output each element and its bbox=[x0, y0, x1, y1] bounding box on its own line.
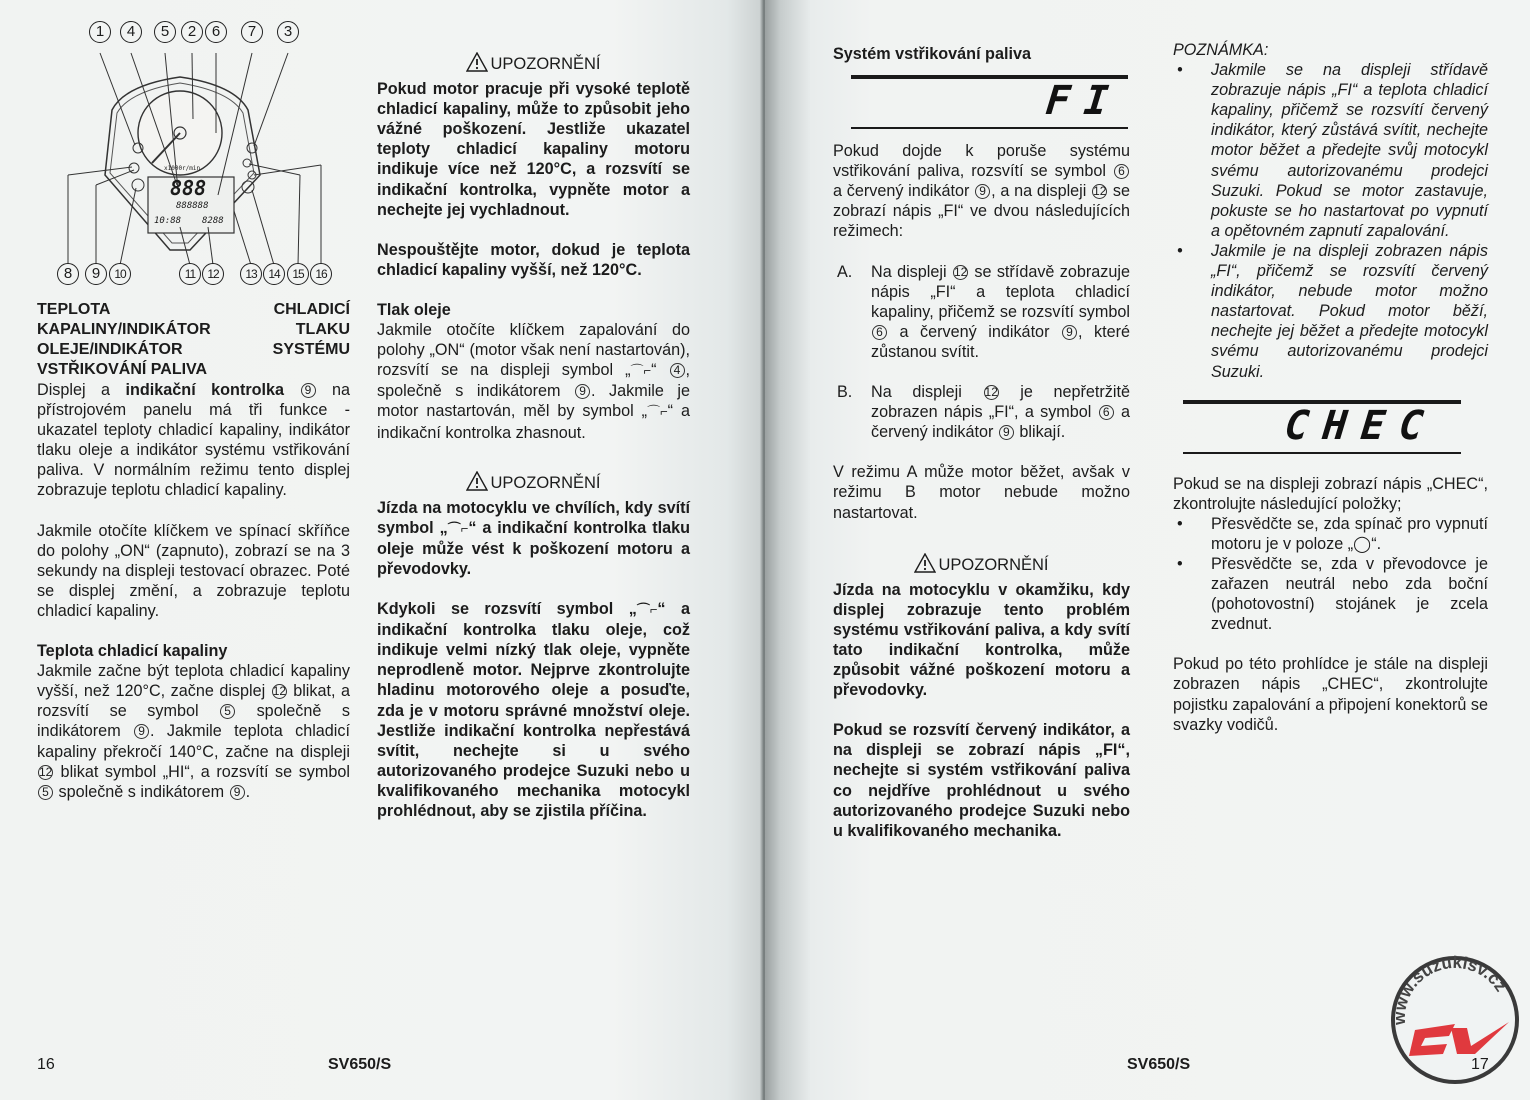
callout-15: 15 bbox=[287, 263, 309, 285]
warning-label: UPOZORNĚNÍ bbox=[490, 55, 601, 73]
warning2-paragraph-2 bbox=[377, 599, 690, 821]
ref-marker: 4 bbox=[670, 363, 685, 378]
text: , společně s indikátorem bbox=[377, 361, 690, 401]
callout-10: 10 bbox=[109, 263, 131, 285]
section-title: TEPLOTA CHLADICÍ KAPALINY/INDIKÁTOR TLAKU OLEJE/INDIKÁTOR SYSTÉMU VSTŘIKOVÁNÍ PALIVA bbox=[37, 301, 350, 378]
ref-marker: 12 bbox=[272, 684, 287, 699]
oil-heading: Tlak oleje bbox=[377, 300, 451, 319]
text: se střídavě zobrazuje nápis „FI“ a teplota chladicí kapaliny, přičemž se rozsvítí symbol bbox=[871, 262, 1130, 321]
fi-heading: Systém vstřikování paliva bbox=[833, 45, 1031, 63]
mode-summary: V režimu A může motor běžet, avšak v režimu B motor nebude možno nastartovat. bbox=[833, 463, 1130, 522]
oil-can-icon: ⌒⌐ bbox=[636, 602, 658, 618]
callout-11: 11 bbox=[179, 263, 201, 285]
ref-marker: 9 bbox=[575, 384, 590, 399]
page-number-right: 17 bbox=[1471, 1056, 1489, 1073]
text: společně s indikátorem bbox=[54, 782, 229, 801]
ref-marker: 5 bbox=[220, 704, 235, 719]
text: “ bbox=[651, 361, 669, 380]
lcd-temperature: 8288 bbox=[202, 216, 224, 226]
chec-text: Přesvědčte se, zda spínač pro vypnutí motoru je v poloze „◯“. bbox=[1211, 514, 1488, 553]
gauge-illustration bbox=[30, 15, 340, 290]
warning-label: UPOZORNĚNÍ bbox=[490, 473, 601, 492]
warning-heading bbox=[833, 553, 1130, 578]
warning3-paragraph-2: Pokud se rozsvítí červený indikátor, a na displeji se zobrazí nápis „FI“, nechejte si systém vstřikování paliva co nejdříve prohlédnout u svého autorizovaného prodejce Suzuki nebo u kvalifikovaného mechanika. bbox=[833, 721, 1130, 840]
middle-column bbox=[377, 52, 690, 821]
fi-column bbox=[833, 44, 1130, 841]
note-text: Jakmile se na displeji střídavě zobrazuje nápis „FI“ a teplota chladicí kapaliny, přičemž se rozsvítí červený indikátor, který zůstává svítit, nechejte motor běžet a předejte svůj motocykl svému autorizovanému prodejci Suzuki. Pokud se motor zastavuje, pokuste se ho nastartovat po vypnutí a opětovném zapnutí zapalování. bbox=[1211, 61, 1488, 240]
callout-6: 6 bbox=[205, 21, 227, 43]
note-item bbox=[1173, 241, 1488, 382]
callout-14: 14 bbox=[263, 263, 285, 285]
mode-item-b bbox=[833, 382, 1130, 442]
callout-5: 5 bbox=[154, 21, 176, 43]
text: Pokud dojde k poruše systému vstřikování paliva, rozsvítí se symbol bbox=[833, 142, 1130, 181]
callout-3: 3 bbox=[277, 21, 299, 43]
chec-outro: Pokud po této prohlídce je stále na displeji zobrazen nápis „CHEC“, zkontrolujte pojistku zapalování a připojení konektorů se svazky vodičů. bbox=[1173, 655, 1488, 734]
text: se zobrazí nápis „FI“ ve dvou následujících režimech: bbox=[833, 182, 1130, 241]
note-item bbox=[1173, 60, 1488, 241]
text: , které zůstanou svítit. bbox=[871, 322, 1130, 361]
text: “ a indikační kontrolka tlaku oleje může vést k poškození motoru a převodovky. bbox=[377, 518, 690, 578]
text: Na displeji bbox=[871, 383, 983, 402]
warning-heading bbox=[377, 471, 690, 496]
watermark-stamp bbox=[1385, 950, 1525, 1090]
lcd-clock: 10:88 bbox=[154, 216, 182, 226]
warning-label: UPOZORNĚNÍ bbox=[938, 555, 1049, 574]
bullet: • bbox=[1177, 554, 1183, 573]
fi-segment-display: FI bbox=[1043, 78, 1125, 125]
bullet: • bbox=[1177, 241, 1183, 260]
intro-text: Displej a bbox=[37, 381, 126, 399]
ref-marker: 9 bbox=[301, 383, 316, 398]
text: Na displeji bbox=[871, 262, 952, 281]
mode-marker: A. bbox=[837, 262, 853, 281]
warning3-paragraph-1: Jízda na motocyklu v okamžiku, kdy displej zobrazuje tento problém systému vstřikování paliva, a kdy svítí tato indikační kontrolka, může způsobit vážné poškození motoru a převodovky. bbox=[833, 580, 1130, 700]
page-number-left: 16 bbox=[37, 1056, 55, 1073]
fi-display-figure bbox=[851, 75, 1128, 129]
right-page bbox=[765, 0, 1530, 1100]
callout-1: 1 bbox=[89, 21, 111, 43]
text: blikat, a rozsvítí se symbol bbox=[37, 682, 350, 721]
text: . bbox=[245, 782, 251, 801]
ref-marker: 12 bbox=[984, 385, 998, 400]
ref-marker: 9 bbox=[999, 425, 1014, 440]
chec-text: Přesvědčte se, zda v převodovce je zařazen neutrál nebo zda boční (pohotovostní) stojánek je zcela zvednut. bbox=[1211, 554, 1488, 634]
warning-triangle-icon bbox=[914, 553, 936, 578]
text: společně s indikátorem bbox=[37, 702, 350, 741]
suzukisv-logo bbox=[1385, 950, 1525, 1090]
callout-2: 2 bbox=[181, 21, 203, 43]
warning1-paragraph-1: Pokud motor pracuje při vysoké teplotě chladicí kapaliny, může to způsobit jeho vážné poškození. Jestliže ukazatel teploty chladicí kapaliny motoru indikuje více než 120°C, a rozsvítí se indikační kontrolka, vypněte motor a nechejte jej vychladnout. bbox=[377, 80, 690, 219]
callout-4: 4 bbox=[120, 21, 142, 43]
ref-marker: 9 bbox=[230, 785, 245, 800]
coolant-heading: Teplota chladicí kapaliny bbox=[37, 642, 228, 661]
text: Jízda na motocyklu ve chvílích, kdy svítí symbol „ bbox=[377, 498, 690, 537]
note-heading: POZNÁMKA: bbox=[1173, 41, 1269, 59]
callout-12: 12 bbox=[202, 263, 224, 285]
text: Kdykoli se rozsvítí symbol „ bbox=[377, 600, 637, 619]
ref-marker: 5 bbox=[38, 785, 53, 800]
chec-intro: Pokud se na displeji zobrazí nápis „CHEC“, zkontrolujte následující položky; bbox=[1173, 474, 1488, 513]
text: . Jakmile teplota chladicí kapaliny překročí 140°C, začne na displeji bbox=[37, 722, 350, 761]
mode-marker: B. bbox=[837, 383, 853, 402]
text: “ a indikační kontrolka tlaku oleje, což indikuje velmi nízký tlak oleje, vypněte neprodleně motor. Nejprve zkontrolujte hladinu motorového oleje a posuďte, zda je v motoru správné množství oleje. Jestliže indikační kontrolka nepřestává svítit, nechejte si u svého autorizovaného prodejce Suzuki nebo u kvalifikovaného mechanika motocykl prohlédnout, aby se zjistila příčina. bbox=[377, 600, 690, 820]
ref-marker: 12 bbox=[39, 764, 53, 779]
text: blikají. bbox=[1014, 423, 1066, 442]
lcd-main-readout: 888 bbox=[170, 176, 207, 200]
intro-text-2: na přístrojovém panelu má tři funkce - ukazatel teploty chladicí kapaliny, indikátor tlaku oleje a indikátor systému vstřikování paliva. V normálním režimu tento displej zobrazuje teplotu chladicí kapaliny. bbox=[37, 381, 350, 500]
text: a červený indikátor bbox=[888, 322, 1061, 341]
coolant-paragraph bbox=[37, 661, 350, 802]
mode-text bbox=[871, 262, 1130, 362]
mode-text bbox=[871, 382, 1130, 442]
warning-triangle-icon bbox=[466, 471, 488, 496]
callout-16: 16 bbox=[310, 263, 332, 285]
fi-paragraph bbox=[833, 141, 1130, 241]
instrument-panel-diagram bbox=[30, 15, 340, 290]
text: blikat symbol „HI“, a rozsvítí se symbol bbox=[54, 762, 350, 781]
gauge-scale-label: x1000r/min bbox=[164, 165, 201, 172]
warning2-paragraph-1 bbox=[377, 498, 690, 579]
oil-can-icon: ⌒⌐ bbox=[647, 404, 668, 420]
ref-marker: 9 bbox=[975, 184, 990, 199]
callout-13: 13 bbox=[240, 263, 262, 285]
ref-marker: 6 bbox=[872, 325, 887, 340]
model-name-left: SV650/S bbox=[328, 1056, 392, 1073]
bullet: • bbox=[1177, 61, 1183, 80]
model-name-right: SV650/S bbox=[1127, 1056, 1191, 1073]
ref-marker: 9 bbox=[134, 724, 149, 739]
text: Jakmile začne být teplota chladicí kapaliny vyšší, než 120°C, začne displej bbox=[37, 662, 350, 701]
warning1-paragraph-2: Nespouštějte motor, dokud je teplota chladicí kapaliny vyšší, než 120°C. bbox=[377, 240, 690, 279]
callout-7: 7 bbox=[241, 21, 263, 43]
text: Jakmile otočíte klíčkem zapalování do polohy „ON“ (motor však není nastartován), rozsvítí se na displeji symbol „ bbox=[377, 321, 690, 380]
ref-marker: 12 bbox=[1093, 184, 1107, 199]
chec-item bbox=[1173, 514, 1488, 554]
ref-marker: 12 bbox=[953, 264, 968, 279]
watermark-url: www.suzukisv.cz bbox=[1389, 952, 1511, 1025]
ref-marker: 6 bbox=[1114, 164, 1129, 179]
ref-marker: 9 bbox=[1062, 325, 1077, 340]
ignition-paragraph: Jakmile otočíte klíčkem ve spínací skříňce do polohy „ON“ (zapnuto), zobrazí se na 3 sekundy na displeji testovací obrazec. Poté se displej změní, a zobrazuje teplotu chladicí kapaliny. bbox=[37, 521, 350, 620]
bullet: • bbox=[1177, 514, 1183, 533]
callout-8: 8 bbox=[57, 263, 79, 285]
text: , a na displeji bbox=[991, 182, 1092, 201]
chec-item bbox=[1173, 554, 1488, 634]
warning-triangle-icon bbox=[466, 52, 488, 77]
oil-can-icon: ⌒⌐ bbox=[447, 520, 469, 536]
ref-marker: 6 bbox=[1099, 405, 1114, 420]
chec-segment-display: CHEC bbox=[1282, 402, 1440, 449]
display-bottom-rule bbox=[851, 127, 1128, 129]
left-column bbox=[37, 300, 350, 802]
text: . Jakmile je motor nastartován, měl by symbol „ bbox=[377, 382, 690, 421]
mode-item-a bbox=[833, 262, 1130, 362]
intro-bold: indikační kontrolka bbox=[125, 381, 285, 399]
intro-paragraph bbox=[37, 380, 350, 501]
lcd-odometer: 888888 bbox=[176, 201, 209, 211]
note-column bbox=[1173, 40, 1488, 735]
oil-can-icon: ⌒⌐ bbox=[630, 363, 652, 379]
chec-display-figure bbox=[1183, 400, 1461, 454]
oil-paragraph bbox=[377, 320, 690, 443]
text: a červený indikátor bbox=[871, 403, 1130, 442]
text: a červený indikátor bbox=[833, 182, 975, 201]
warning-heading bbox=[377, 52, 690, 77]
text: je nepřetržitě zobrazen nápis „FI“, a symbol bbox=[871, 383, 1130, 422]
note-text: Jakmile je na displeji zobrazen nápis „FI“, přičemž se rozsvítí červený indikátor, nebude motor možno nastartovat. Pokud motor běží, nechejte jej běžet a předejte motocykl svému autorizovanému prodejci Suzuki. bbox=[1211, 241, 1488, 381]
callout-9: 9 bbox=[85, 263, 107, 285]
text: “ a indikační kontrolka zhasnout. bbox=[377, 402, 690, 442]
